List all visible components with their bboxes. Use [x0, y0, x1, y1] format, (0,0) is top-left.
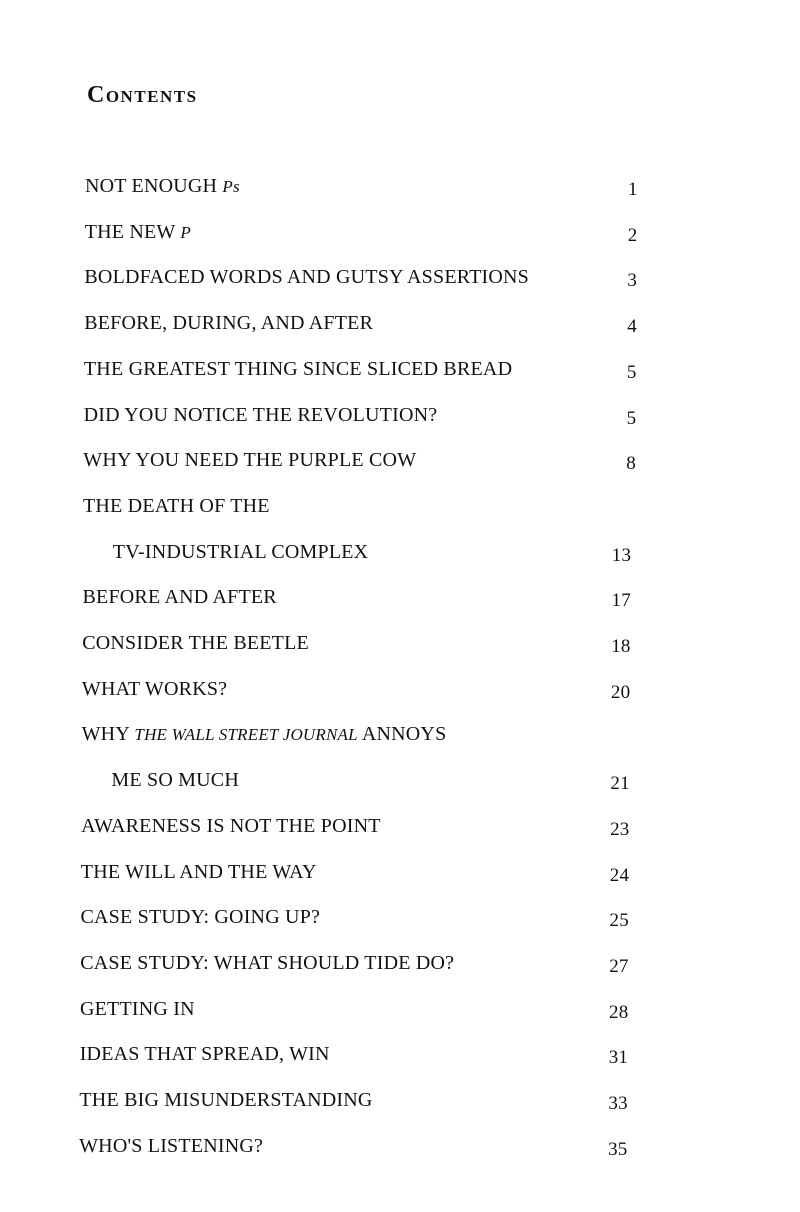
toc-title-italic: Ps	[222, 177, 240, 196]
toc-entry	[113, 539, 720, 565]
toc-entry-title	[80, 1041, 330, 1067]
toc-title-text: NOT ENOUGH	[85, 175, 223, 197]
toc-entry	[85, 219, 720, 245]
toc-entry	[83, 447, 720, 473]
toc-entry-title	[84, 310, 373, 336]
toc-page-number: 21	[610, 773, 630, 795]
toc-page-number: 24	[609, 864, 630, 886]
toc-entry-title	[85, 219, 191, 246]
toc-entry-title	[81, 813, 381, 839]
toc-entry	[85, 173, 720, 199]
toc-title-text: BEFORE AND AFTER	[82, 586, 277, 609]
toc-entry-title	[85, 173, 240, 200]
toc-entry-title	[113, 539, 369, 565]
toc-title-text: THE BIG MISUNDERSTANDING	[79, 1089, 373, 1111]
toc-entry	[81, 904, 721, 930]
toc-title-text: CONSIDER THE BEETLE	[82, 632, 309, 654]
toc-entry	[80, 950, 720, 976]
toc-page-number: 1	[628, 179, 638, 200]
toc-entry	[83, 493, 720, 519]
toc-entry	[79, 1087, 720, 1113]
toc-title-text: AWARENESS IS NOT THE POINT	[81, 814, 381, 837]
toc-title-text: THE NEW	[84, 220, 181, 243]
toc-entry	[83, 584, 721, 610]
toc-entry-title	[79, 1133, 263, 1159]
toc-entry	[80, 996, 720, 1022]
toc-title-text: THE WILL AND THE WAY	[80, 860, 317, 883]
toc-page-number: 28	[609, 1001, 629, 1023]
toc-page-number: 5	[626, 407, 637, 429]
toc-title-text: WHAT WORKS?	[81, 677, 228, 700]
toc-page-number: 20	[610, 681, 631, 703]
toc-title-text: BOLDFACED WORDS AND GUTSY ASSERTIONS	[84, 266, 529, 289]
toc-page-number: 23	[610, 818, 630, 840]
toc-page-number: 35	[608, 1138, 628, 1160]
toc-page-number: 5	[626, 361, 637, 383]
toc-page-number: 17	[611, 590, 631, 612]
toc-title-text: WHO'S LISTENING?	[79, 1134, 264, 1157]
toc-page-number: 13	[611, 544, 632, 566]
toc-title-text: ME SO MUCH	[111, 769, 239, 792]
toc-entry	[111, 767, 720, 793]
toc-page-number: 18	[611, 636, 631, 657]
toc-page-number: 27	[609, 955, 629, 977]
toc-page-number: 25	[609, 910, 629, 932]
contents-heading: Contents	[87, 82, 198, 108]
toc-page-number: 31	[608, 1047, 629, 1069]
toc-title-text: CASE STUDY: GOING UP?	[80, 906, 321, 929]
toc-title-text: ANNOYS	[357, 723, 447, 746]
toc-title-text: CASE STUDY: WHAT SHOULD TIDE DO?	[80, 951, 455, 974]
toc-entry	[84, 264, 720, 290]
toc-entry	[84, 402, 720, 428]
toc-entry-title	[82, 721, 447, 748]
toc-entry	[82, 721, 720, 747]
toc-title-text: GETTING IN	[80, 997, 195, 1020]
toc-entry	[84, 310, 720, 336]
toc-title-text: TV-INDUSTRIAL COMPLEX	[112, 540, 369, 563]
toc-entry-title	[84, 356, 512, 382]
toc-entry-title	[83, 447, 416, 473]
toc-entry-title	[83, 584, 277, 610]
toc-title-text: WHY	[81, 723, 135, 746]
toc-page-number: 33	[608, 1093, 628, 1114]
toc-entry	[81, 859, 720, 885]
toc-entry-title	[84, 402, 438, 428]
toc-title-text: THE DEATH OF THE	[83, 494, 270, 517]
toc-page-number: 2	[627, 224, 638, 246]
toc-entry-title	[79, 1087, 372, 1113]
toc-page-number: 8	[626, 453, 636, 475]
toc-title-italic: THE WALL STREET JOURNAL	[134, 725, 358, 745]
toc-title-text: THE GREATEST THING SINCE SLICED BREAD	[83, 357, 513, 380]
toc-entry	[80, 1041, 720, 1067]
toc-title-text: IDEAS THAT SPREAD, WIN	[79, 1043, 330, 1066]
toc-entry	[82, 630, 720, 656]
toc-title-text: BEFORE, DURING, AND AFTER	[84, 312, 374, 335]
toc-entry	[82, 676, 720, 702]
toc-entry	[84, 356, 720, 382]
toc-entry	[81, 813, 720, 839]
toc-page-number: 3	[627, 270, 638, 292]
toc-entry-title	[111, 767, 239, 793]
toc-entry-title	[80, 950, 454, 976]
toc-entry-title	[81, 904, 321, 930]
toc-title-text: WHY YOU NEED THE PURPLE COW	[83, 449, 417, 472]
toc-entry-title	[80, 996, 195, 1022]
toc-entry-title	[83, 493, 270, 519]
toc-page-number: 4	[627, 316, 637, 338]
toc-title-text: DID YOU NOTICE THE REVOLUTION?	[83, 403, 438, 426]
toc-entry-title	[81, 859, 317, 885]
toc-title-italic: P	[180, 222, 191, 242]
toc-entry-title	[84, 264, 529, 290]
toc-entry-title	[82, 676, 227, 702]
toc-entry-title	[82, 630, 309, 656]
toc-entry	[79, 1133, 720, 1159]
